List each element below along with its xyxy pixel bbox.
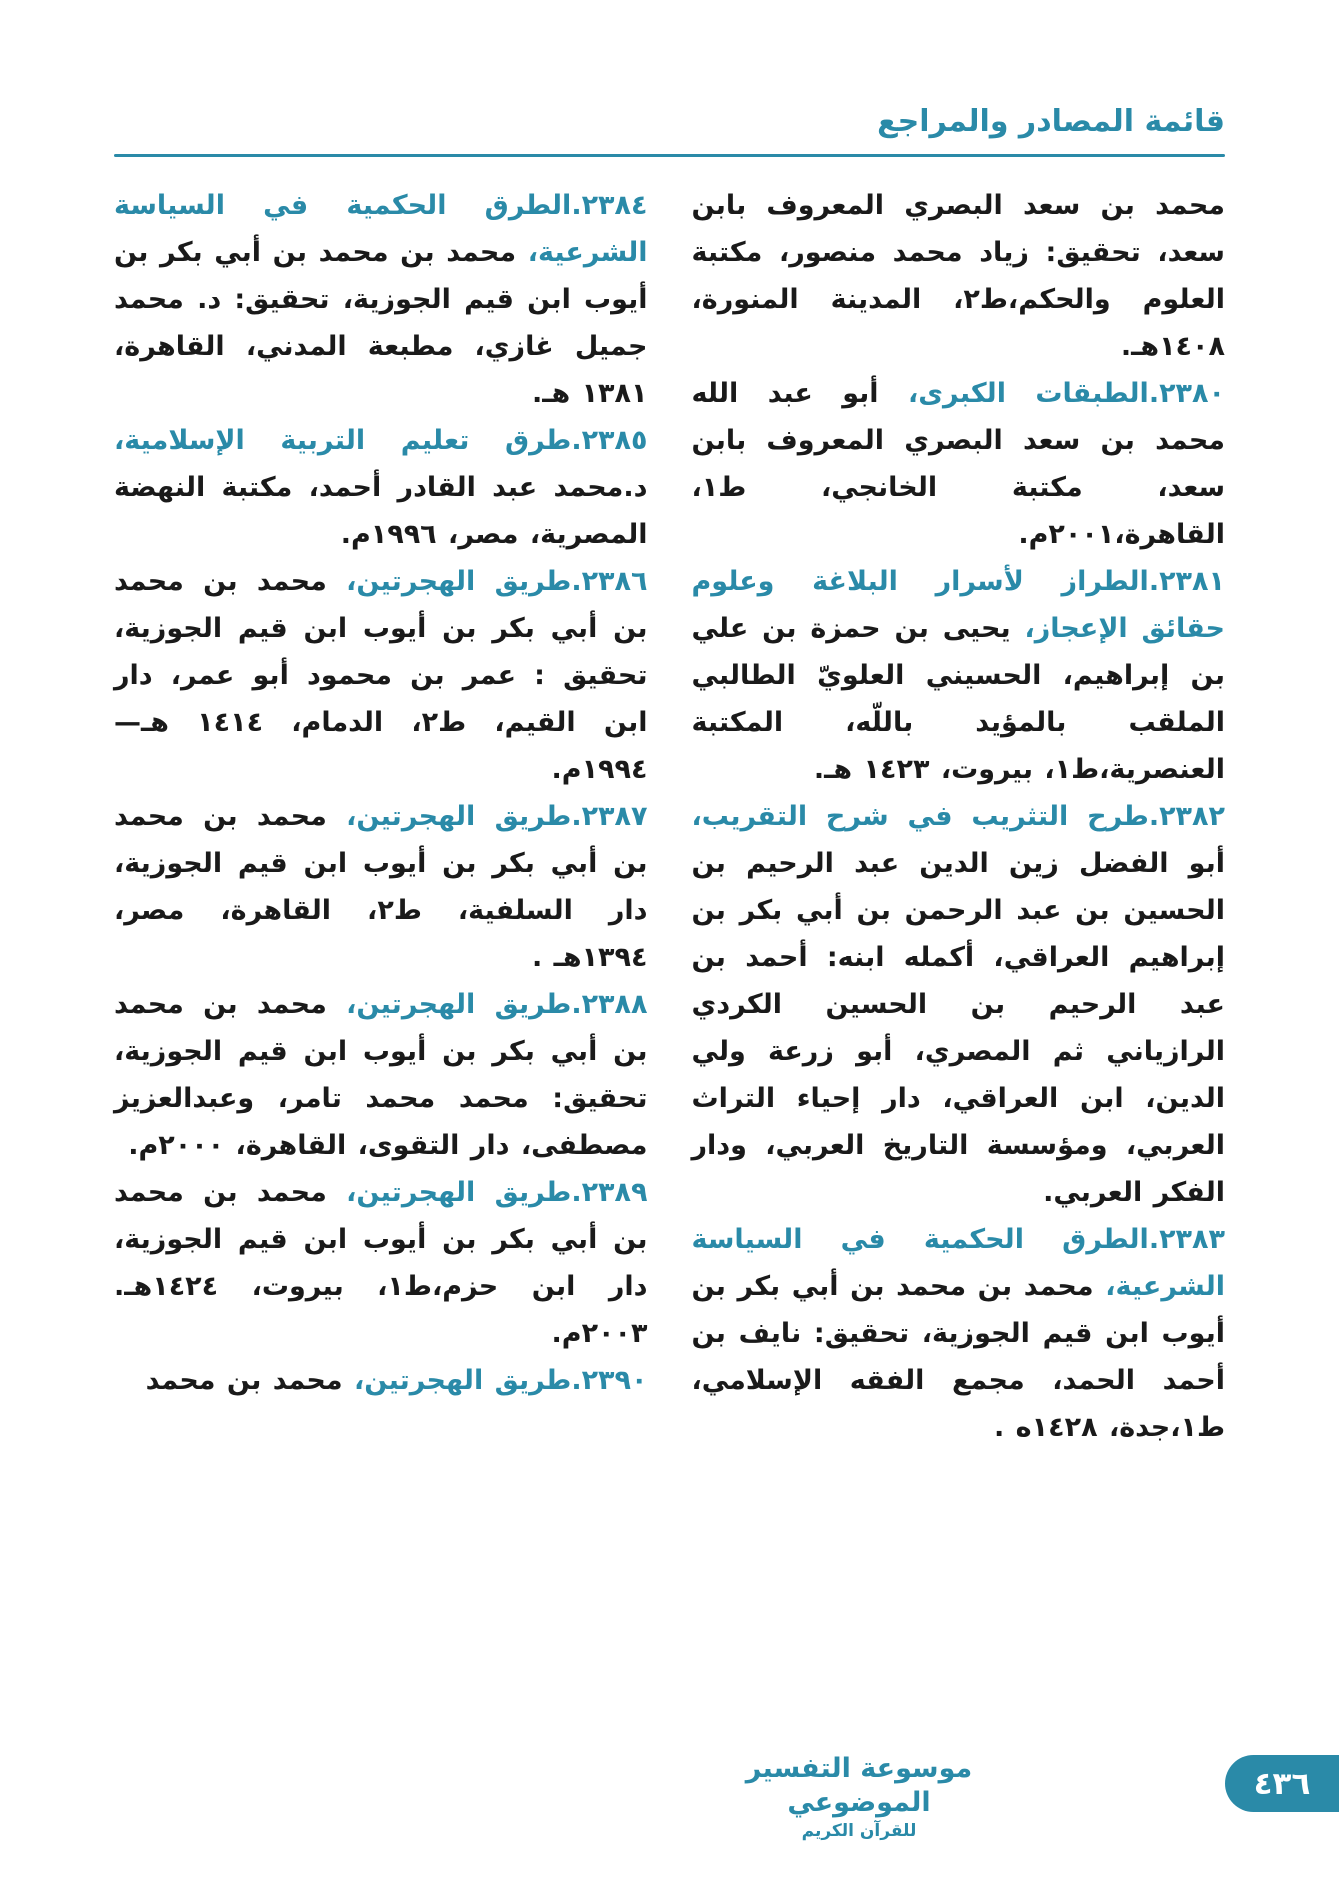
entry-body: محمد بن محمد بن أبي بكر بن أيوب ابن قيم الجوزية، تحقيق: نايف بن أحمد الحمد، مجمع الفقه الإسلامي، ط١،جدة، ١٤٢٨ه . — [691, 1271, 1225, 1443]
entry-title: الطبقات الكبرى، — [908, 378, 1149, 409]
entry-body: د.محمد عبد القادر أحمد، مكتبة النهضة المصرية، مصر، ١٩٩٦م. — [114, 472, 648, 550]
page-header-title: قائمة المصادر والمراجع — [877, 104, 1225, 139]
publisher-logo-line2: للقرآن الكريم — [801, 1821, 917, 1841]
entry-number: ٢٣٨٩. — [571, 1177, 648, 1208]
bibliography-entry-2389 — [114, 1169, 648, 1357]
entry-title: طريق الهجرتين، — [354, 1365, 572, 1396]
bibliography-entry-2386 — [114, 558, 648, 793]
entry-number: ٢٣٨٤. — [571, 190, 648, 221]
entry-title: طريق الهجرتين، — [346, 1177, 572, 1208]
entry-number: ٢٣٨٨. — [571, 989, 648, 1020]
publisher-logo — [709, 1752, 1009, 1842]
two-column-text — [114, 182, 1225, 1451]
entry-title: الطراز لأسرار البلاغة وعلوم حقائق الإعجاز، — [691, 566, 1226, 644]
bibliography-entry-2381 — [692, 558, 1226, 793]
entry-continuation: محمد بن سعد البصري المعروف بابن سعد، تحقيق: زياد محمد منصور، مكتبة العلوم والحكم،ط٢، المدينة المنورة، ١٤٠٨هـ. — [691, 190, 1225, 362]
entry-body: أبو عبد الله محمد بن سعد البصري المعروف بابن سعد، مكتبة الخانجي، ط١، القاهرة،٢٠٠١م. — [691, 378, 1225, 550]
entry-body: محمد بن محمد بن أبي بكر بن أيوب ابن قيم الجوزية، دار ابن حزم،ط١، بيروت، ١٤٢٤هـ. ٢٠٠٣م. — [114, 1177, 648, 1349]
entry-number: ٢٣٨٠. — [1148, 378, 1225, 409]
entry-number: ٢٣٨٥. — [571, 425, 648, 456]
entry-title: الطرق الحكمية في السياسة الشرعية، — [114, 190, 648, 268]
bibliography-entry-2387 — [114, 793, 648, 981]
entry-title: طريق الهجرتين، — [346, 989, 572, 1020]
entry-number: ٢٣٩٠. — [571, 1365, 648, 1396]
left-column — [114, 182, 648, 1451]
entry-title: طرح التثريب في شرح التقريب، — [691, 801, 1149, 832]
entry-number: ٢٣٨٦. — [571, 566, 648, 597]
entry-body: محمد بن محمد بن أبي بكر بن أيوب ابن قيم الجوزية، دار السلفية، ط٢، القاهرة، مصر، ١٣٩٤هـ . — [114, 801, 648, 973]
entry-title: الطرق الحكمية في السياسة الشرعية، — [691, 1224, 1225, 1302]
bibliography-entry-2385 — [114, 417, 648, 558]
entry-title: طرق تعليم التربية الإسلامية، — [114, 425, 572, 456]
entry-body: محمد بن محمد بن أبي بكر بن أيوب ابن قيم الجوزية، تحقيق: محمد محمد تامر، وعبدالعزيز مصطفى، دار التقوى، القاهرة، ٢٠٠٠م. — [114, 989, 648, 1161]
publisher-logo-line1: موسوعة التفسير الموضوعي — [745, 1753, 973, 1818]
entry-body: محمد بن محمد بن أبي بكر بن أيوب ابن قيم الجوزية، تحقيق: د. محمد جميل غازي، مطبعة المدني، القاهرة، ١٣٨١ هـ. — [114, 237, 648, 409]
bibliography-entry-2390 — [114, 1357, 648, 1404]
entry-number: ٢٣٨١. — [1148, 566, 1225, 597]
bibliography-entry-2383 — [692, 1216, 1226, 1451]
entry-number: ٢٣٨٢. — [1148, 801, 1225, 832]
bibliography-entry-2382 — [692, 793, 1226, 1216]
entry-body: أبو الفضل زين الدين عبد الرحيم بن الحسين بن عبد الرحمن بن أبي بكر بن إبراهيم العراقي، أكمله ابنه: أحمد بن عبد الرحيم بن الحسين الكردي الرازياني ثم المصري، أبو زرعة ولي الدين، ابن العراقي، دار إحياء التراث العربي، ومؤسسة التاريخ العربي، ودار الفكر العربي. — [691, 848, 1225, 1208]
entry-body: محمد بن محمد بن أبي بكر بن أيوب ابن قيم الجوزية، تحقيق : عمر بن محمود أبو عمر، دار ابن القيم، ط٢، الدمام، ١٤١٤ هـ— ١٩٩٤م. — [114, 566, 648, 785]
header-divider — [114, 154, 1225, 157]
right-column — [692, 182, 1226, 1451]
bibliography-entry-2388 — [114, 981, 648, 1169]
entry-number: ٢٣٨٣. — [1148, 1224, 1225, 1255]
bibliography-entry-2380 — [692, 370, 1226, 558]
page-number-badge — [1225, 1755, 1339, 1812]
entry-body: يحيى بن حمزة بن علي بن إبراهيم، الحسيني العلويّ الطالبي الملقب بالمؤيد باللّه، المكتبة العنصرية،ط١، بيروت، ١٤٢٣ هـ. — [691, 613, 1225, 785]
bibliography-entry-2384 — [114, 182, 648, 417]
entry-title: طريق الهجرتين، — [346, 801, 572, 832]
entry-title: طريق الهجرتين، — [346, 566, 572, 597]
page-number: ٤٣٦ — [1253, 1765, 1311, 1802]
entry-number: ٢٣٨٧. — [571, 801, 648, 832]
entry-body: محمد بن محمد — [145, 1365, 343, 1396]
